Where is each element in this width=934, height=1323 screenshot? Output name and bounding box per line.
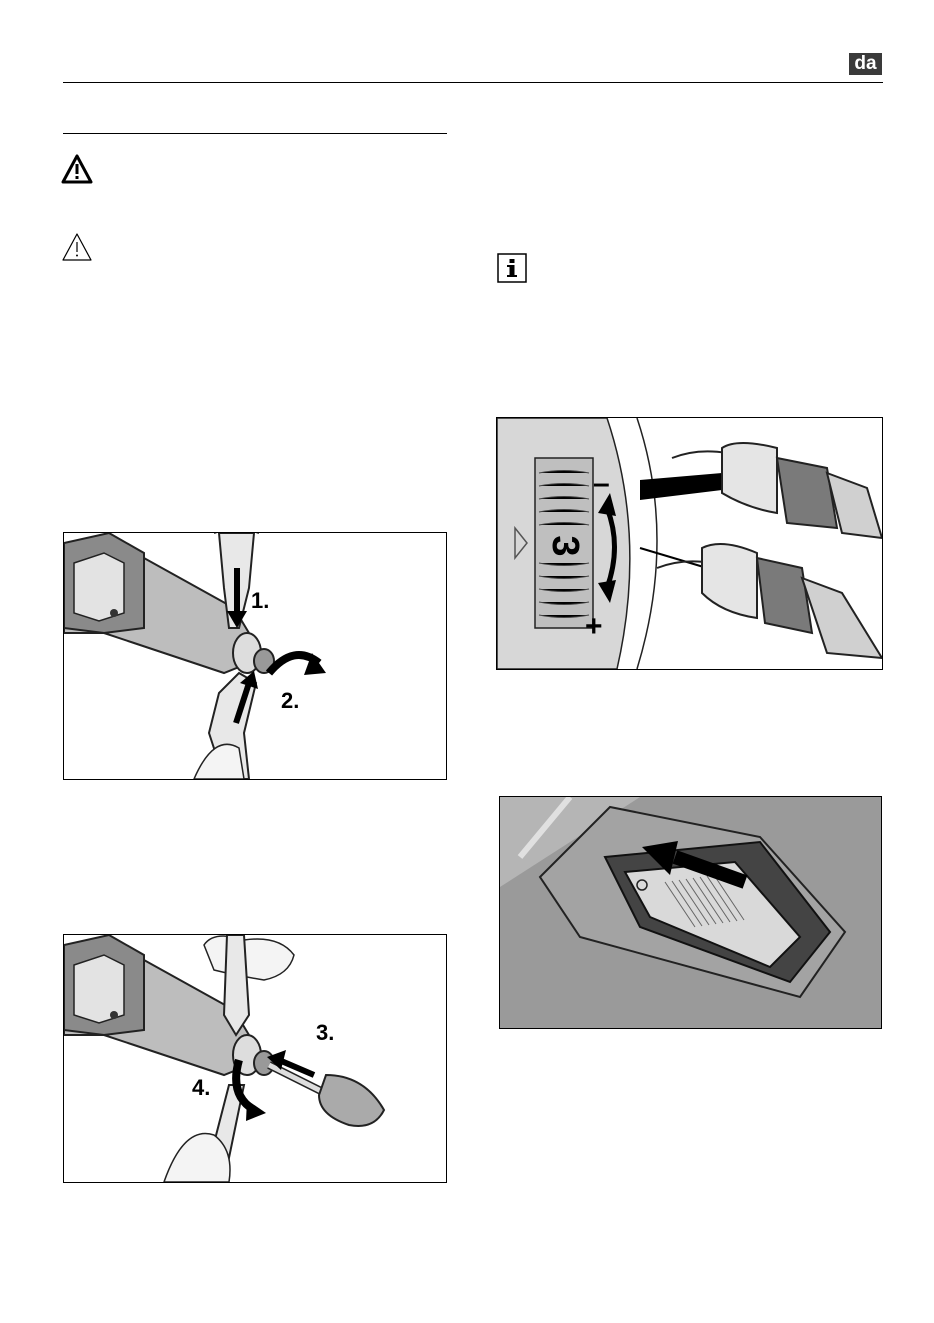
figure-wrench-removal (63, 532, 447, 780)
minus-label: – (593, 467, 610, 500)
warning-triangle-thin-icon (61, 232, 93, 262)
plus-label: + (585, 610, 603, 643)
header-rule (63, 82, 883, 83)
language-badge: da (849, 53, 882, 75)
figure-speed-dial (496, 417, 883, 670)
figure-switch (499, 796, 882, 1029)
warning-triangle-bold-icon (61, 153, 93, 185)
dial-value: 3 (544, 535, 586, 557)
step-label-3: 3. (316, 1020, 335, 1045)
section-rule (63, 133, 447, 134)
figure-wrench-insertion (63, 934, 447, 1183)
step-label-4: 4. (192, 1075, 211, 1100)
info-icon (497, 253, 527, 283)
step-label-2: 2. (281, 688, 300, 713)
step-label-1: 1. (251, 588, 270, 613)
